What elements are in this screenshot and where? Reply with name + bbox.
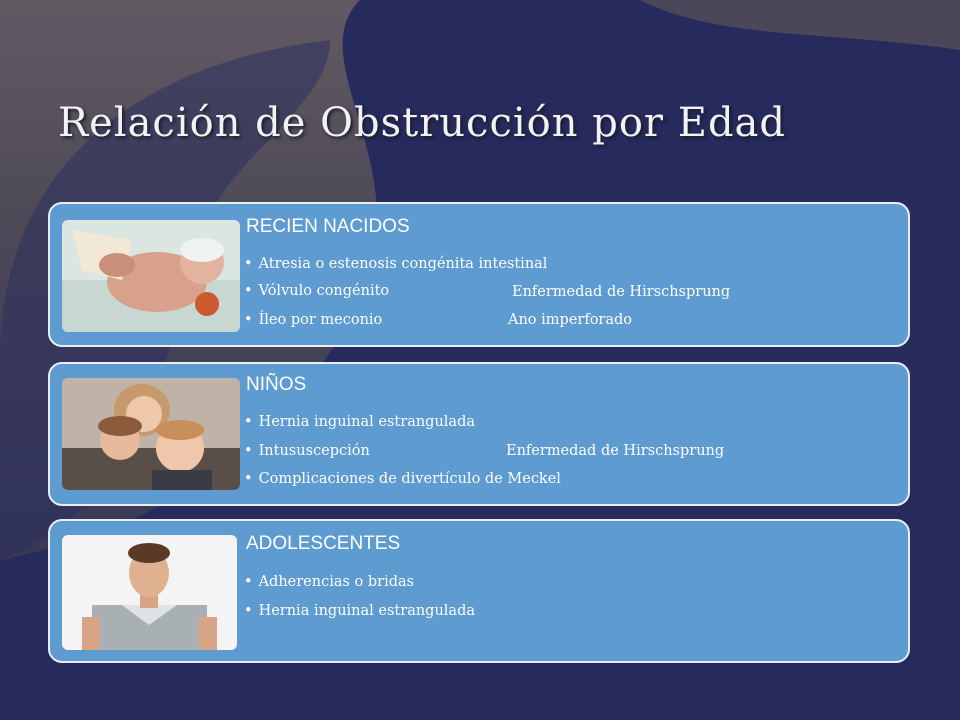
group-panel-adolescentes bbox=[48, 519, 910, 663]
group-panel-ninos bbox=[48, 362, 910, 506]
bullet-item: • Complicaciones de divertículo de Meckel bbox=[244, 471, 561, 487]
adolescent-photo bbox=[62, 535, 237, 650]
slide-title: Relación de Obstrucción por Edad bbox=[58, 100, 786, 146]
extra-item: Enfermedad de Hirschsprung bbox=[506, 443, 725, 459]
group-heading: NIÑOS bbox=[246, 374, 307, 395]
bullet-item: • Atresia o estenosis congénita intestinal bbox=[244, 256, 548, 272]
bullet-item: • Intususcepción bbox=[244, 443, 370, 459]
children-photo bbox=[62, 378, 240, 490]
bullet-item: • Adherencias o bridas bbox=[244, 574, 415, 590]
bullet-item: • Hernia inguinal estrangulada bbox=[244, 414, 476, 430]
newborn-photo bbox=[62, 220, 240, 332]
bullet-item: • Íleo por meconio bbox=[244, 312, 383, 328]
extra-item: Enfermedad de Hirschsprung bbox=[512, 284, 731, 300]
group-panel-recien-nacidos bbox=[48, 202, 910, 347]
group-heading: ADOLESCENTES bbox=[246, 533, 401, 554]
extra-item: Ano imperforado bbox=[508, 312, 633, 328]
bullet-item: • Hernia inguinal estrangulada bbox=[244, 603, 476, 619]
bullet-item: • Vólvulo congénito bbox=[244, 283, 390, 299]
group-heading: RECIEN NACIDOS bbox=[246, 216, 410, 237]
